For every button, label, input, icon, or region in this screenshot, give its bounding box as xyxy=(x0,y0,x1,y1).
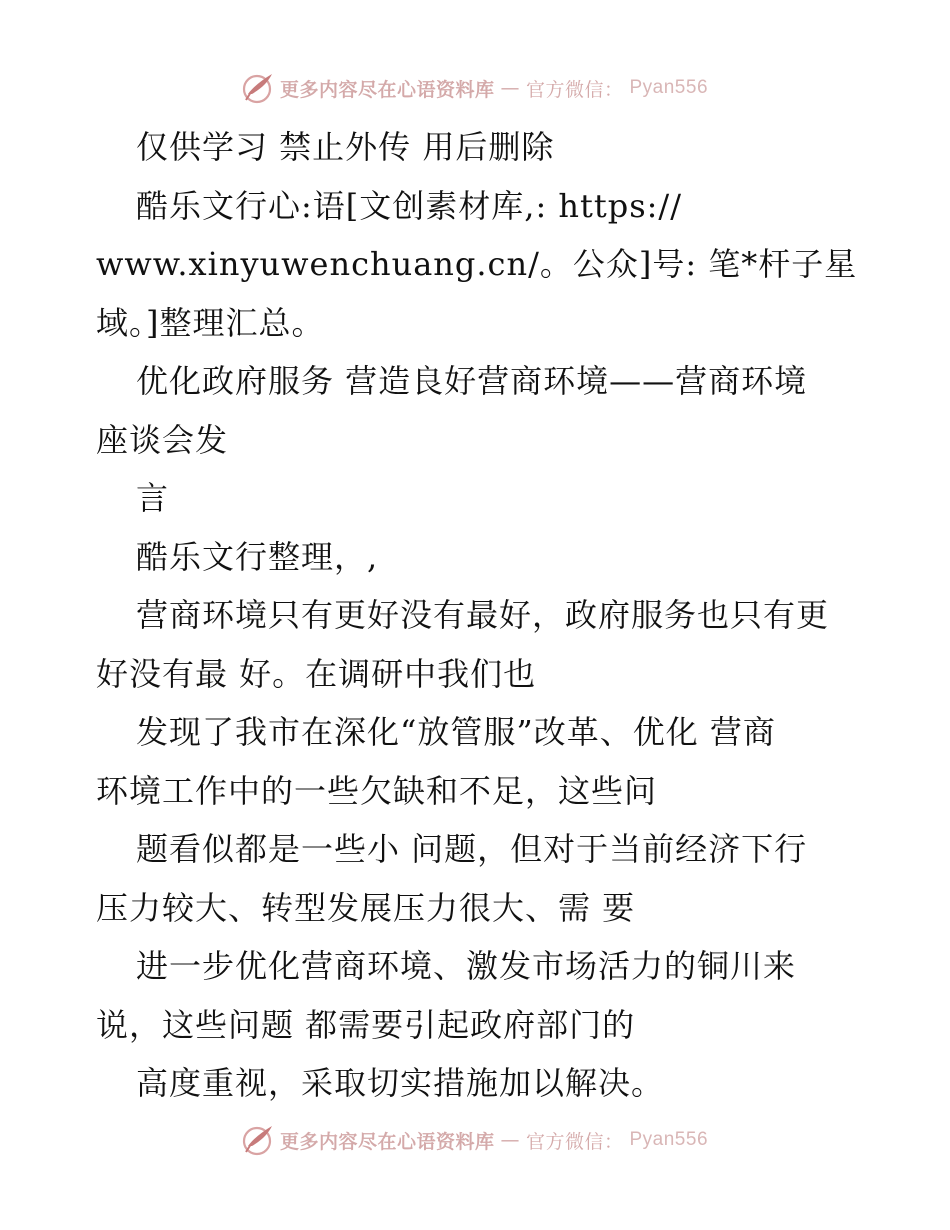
document-body xyxy=(96,118,866,1113)
doc-title-line-3: 言 xyxy=(136,479,170,517)
quill-logo-icon xyxy=(242,1124,274,1156)
doc-line-source-2: www.xinyuwenchuang.cn/。公众]号: 笔*杆子星 xyxy=(96,245,858,283)
banner-text: 更多内容尽在心语资料库 xyxy=(279,78,495,101)
doc-paragraph-line: 发现了我市在深化“放管服”改革、优化 营商 xyxy=(136,713,776,751)
doc-paragraph-line: 题看似都是一些小 问题，但对于当前经济下行 xyxy=(136,830,808,868)
doc-paragraph-line: 高度重视，采取切实措施加以解决。 xyxy=(136,1064,665,1102)
doc-paragraph-line: 好没有最 好。在调研中我们也 xyxy=(96,654,537,693)
banner-text: 更多内容尽在心语资料库 xyxy=(279,1130,495,1153)
banner-separator: — xyxy=(500,77,520,99)
header-watermark-banner xyxy=(0,72,950,104)
banner-wechat-label: 官方微信： xyxy=(525,78,624,101)
doc-paragraph-line: 进一步优化营商环境、激发市场活力的铜川来 xyxy=(136,947,797,985)
doc-line-notice: 仅供学习 禁止外传 用后删除 xyxy=(136,128,555,166)
doc-line-source-1: 酷乐文行心:语[文创素材库,: https:// xyxy=(136,186,682,225)
doc-paragraph-line: 环境工作中的一些欠缺和不足，这些问 xyxy=(96,771,658,810)
doc-title-line-2: 座谈会发 xyxy=(96,420,229,459)
doc-author-line: 酷乐文行整理，, xyxy=(136,537,379,576)
doc-paragraph-line: 压力较大、转型发展压力很大、需 要 xyxy=(96,888,636,927)
doc-line-source-3: 域。]整理汇总。 xyxy=(96,303,325,342)
quill-logo-icon xyxy=(242,72,274,104)
banner-wechat-id: Pyan556 xyxy=(629,1129,709,1150)
doc-paragraph-line: 说，这些问题 都需要引起政府部门的 xyxy=(96,1005,636,1044)
banner-wechat-id: Pyan556 xyxy=(629,77,709,98)
doc-paragraph-line: 营商环境只有更好没有最好，政府服务也只有更 xyxy=(136,596,830,634)
doc-title-line-1: 优化政府服务 营造良好营商环境——营商环境 xyxy=(136,362,808,400)
banner-separator: — xyxy=(500,1129,520,1151)
banner-wechat-label: 官方微信： xyxy=(525,1130,624,1153)
footer-watermark-banner xyxy=(0,1124,950,1156)
